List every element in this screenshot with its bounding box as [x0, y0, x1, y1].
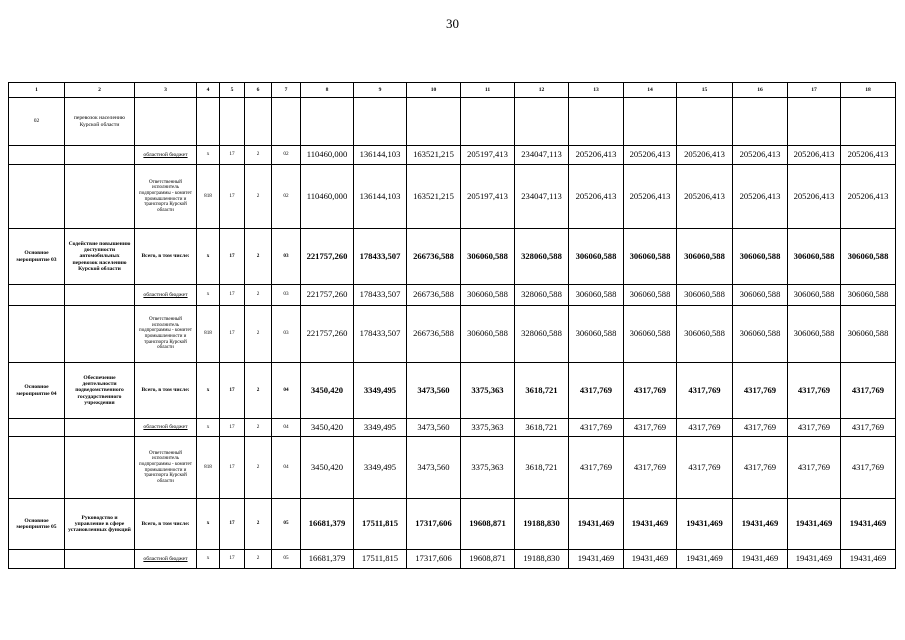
rz-cell — [220, 98, 245, 146]
value-cell: 110460,000 — [301, 146, 354, 165]
pr-cell: 2 — [245, 437, 272, 499]
table-header-row — [9, 83, 896, 98]
table-row — [9, 363, 896, 419]
rz-cell: 17 — [220, 437, 245, 499]
table-row — [9, 285, 896, 306]
pr-cell — [245, 98, 272, 146]
value-cell: 3375,363 — [461, 363, 515, 419]
description-cell — [65, 165, 135, 229]
table-row — [9, 98, 896, 146]
value-cell: 306060,588 — [733, 285, 788, 306]
status-cell: 02 — [9, 98, 65, 146]
grbs-cell: х — [197, 285, 220, 306]
value-cell: 4317,769 — [788, 419, 841, 437]
value-cell — [301, 98, 354, 146]
column-header: 10 — [407, 83, 461, 98]
status-cell — [9, 306, 65, 363]
value-cell — [407, 98, 461, 146]
table-row — [9, 229, 896, 285]
pr-cell: 2 — [245, 550, 272, 569]
source-cell — [135, 98, 197, 146]
value-cell: 4317,769 — [624, 437, 677, 499]
rz-cell: 17 — [220, 229, 245, 285]
column-header: 8 — [301, 83, 354, 98]
value-cell: 163521,215 — [407, 165, 461, 229]
pr-cell: 2 — [245, 285, 272, 306]
value-cell: 205206,413 — [788, 146, 841, 165]
value-cell: 306060,588 — [677, 306, 733, 363]
value-cell: 3349,495 — [354, 437, 407, 499]
value-cell: 4317,769 — [624, 363, 677, 419]
description-cell: Руководство и управление в сфере установленных функций — [65, 499, 135, 550]
value-cell: 306060,588 — [788, 306, 841, 363]
status-cell: Основное мероприятие 05 — [9, 499, 65, 550]
value-cell: 4317,769 — [788, 437, 841, 499]
status-cell: Основное мероприятие 04 — [9, 363, 65, 419]
value-cell: 4317,769 — [733, 363, 788, 419]
value-cell: 3349,495 — [354, 363, 407, 419]
description-cell — [65, 306, 135, 363]
value-cell: 266736,588 — [407, 285, 461, 306]
value-cell: 19608,871 — [461, 499, 515, 550]
column-header: 9 — [354, 83, 407, 98]
value-cell: 205206,413 — [677, 146, 733, 165]
description-cell: перевозок населению Курской области — [65, 98, 135, 146]
status-cell — [9, 165, 65, 229]
value-cell — [569, 98, 624, 146]
value-cell: 19431,469 — [677, 550, 733, 569]
value-cell: 306060,588 — [624, 229, 677, 285]
value-cell: 306060,588 — [461, 285, 515, 306]
status-cell: Основное мероприятие 03 — [9, 229, 65, 285]
value-cell: 19431,469 — [841, 550, 896, 569]
value-cell: 205206,413 — [624, 165, 677, 229]
value-cell: 234047,113 — [515, 165, 569, 229]
column-header: 15 — [677, 83, 733, 98]
column-header: 18 — [841, 83, 896, 98]
source-cell: областной бюджет — [135, 419, 197, 437]
source-cell: Всего, в том числе: — [135, 229, 197, 285]
value-cell: 306060,588 — [841, 306, 896, 363]
value-cell: 266736,588 — [407, 306, 461, 363]
value-cell: 3450,420 — [301, 419, 354, 437]
value-cell — [515, 98, 569, 146]
value-cell — [354, 98, 407, 146]
value-cell: 19431,469 — [569, 550, 624, 569]
value-cell: 3375,363 — [461, 437, 515, 499]
source-cell: областной бюджет — [135, 146, 197, 165]
value-cell: 3618,721 — [515, 437, 569, 499]
page-number: 30 — [446, 16, 459, 31]
value-cell: 19431,469 — [788, 499, 841, 550]
value-cell: 205197,413 — [461, 165, 515, 229]
source-cell: Всего, в том числе: — [135, 499, 197, 550]
column-header: 4 — [197, 83, 220, 98]
csr-cell: 04 — [272, 437, 301, 499]
value-cell: 19431,469 — [624, 499, 677, 550]
value-cell: 136144,103 — [354, 146, 407, 165]
value-cell: 205206,413 — [733, 165, 788, 229]
value-cell: 163521,215 — [407, 146, 461, 165]
description-cell — [65, 550, 135, 569]
rz-cell: 17 — [220, 306, 245, 363]
grbs-cell: х — [197, 499, 220, 550]
value-cell: 306060,588 — [624, 285, 677, 306]
value-cell: 17511,815 — [354, 499, 407, 550]
value-cell: 4317,769 — [677, 419, 733, 437]
value-cell: 4317,769 — [569, 437, 624, 499]
column-header: 6 — [245, 83, 272, 98]
value-cell — [677, 98, 733, 146]
grbs-cell: х — [197, 419, 220, 437]
csr-cell: 04 — [272, 363, 301, 419]
description-cell: Обеспечение деятельности подведомственного государственного учреждения — [65, 363, 135, 419]
value-cell: 306060,588 — [461, 229, 515, 285]
csr-cell — [272, 98, 301, 146]
rz-cell: 17 — [220, 146, 245, 165]
status-cell — [9, 146, 65, 165]
value-cell: 328060,588 — [515, 306, 569, 363]
value-cell: 4317,769 — [841, 363, 896, 419]
table-row — [9, 499, 896, 550]
value-cell: 17511,815 — [354, 550, 407, 569]
csr-cell: 03 — [272, 306, 301, 363]
value-cell: 4317,769 — [841, 437, 896, 499]
csr-cell: 02 — [272, 165, 301, 229]
value-cell: 178433,507 — [354, 306, 407, 363]
value-cell: 178433,507 — [354, 285, 407, 306]
column-header: 11 — [461, 83, 515, 98]
pr-cell: 2 — [245, 419, 272, 437]
value-cell: 221757,260 — [301, 306, 354, 363]
rz-cell: 17 — [220, 419, 245, 437]
column-header: 2 — [65, 83, 135, 98]
table-row — [9, 306, 896, 363]
value-cell: 205206,413 — [677, 165, 733, 229]
value-cell: 16681,379 — [301, 550, 354, 569]
pr-cell: 2 — [245, 306, 272, 363]
value-cell: 19608,871 — [461, 550, 515, 569]
value-cell: 306060,588 — [677, 285, 733, 306]
value-cell: 3473,560 — [407, 437, 461, 499]
csr-cell: 03 — [272, 285, 301, 306]
value-cell: 306060,588 — [841, 285, 896, 306]
value-cell: 306060,588 — [624, 306, 677, 363]
value-cell: 4317,769 — [677, 363, 733, 419]
value-cell: 328060,588 — [515, 285, 569, 306]
value-cell: 205206,413 — [569, 146, 624, 165]
table-row — [9, 165, 896, 229]
value-cell: 136144,103 — [354, 165, 407, 229]
grbs-cell: 818 — [197, 306, 220, 363]
pr-cell: 2 — [245, 499, 272, 550]
csr-cell: 03 — [272, 229, 301, 285]
value-cell: 306060,588 — [569, 306, 624, 363]
description-cell — [65, 437, 135, 499]
column-header: 12 — [515, 83, 569, 98]
value-cell: 19431,469 — [733, 499, 788, 550]
csr-cell: 02 — [272, 146, 301, 165]
value-cell: 4317,769 — [841, 419, 896, 437]
column-header: 13 — [569, 83, 624, 98]
grbs-cell — [197, 98, 220, 146]
value-cell: 4317,769 — [733, 437, 788, 499]
value-cell: 3375,363 — [461, 419, 515, 437]
value-cell: 205206,413 — [788, 165, 841, 229]
value-cell: 110460,000 — [301, 165, 354, 229]
value-cell: 306060,588 — [733, 306, 788, 363]
value-cell: 4317,769 — [624, 419, 677, 437]
budget-table — [8, 82, 896, 569]
rz-cell: 17 — [220, 165, 245, 229]
value-cell: 306060,588 — [569, 285, 624, 306]
source-cell: Ответственный исполнитель подпрограммы - комитет промышленности и транспорта Курской области — [135, 306, 197, 363]
value-cell: 205197,413 — [461, 146, 515, 165]
value-cell — [461, 98, 515, 146]
status-cell — [9, 285, 65, 306]
value-cell — [788, 98, 841, 146]
value-cell: 4317,769 — [569, 363, 624, 419]
value-cell: 17317,606 — [407, 499, 461, 550]
value-cell: 4317,769 — [788, 363, 841, 419]
value-cell — [841, 98, 896, 146]
grbs-cell: х — [197, 363, 220, 419]
value-cell: 3450,420 — [301, 363, 354, 419]
status-cell — [9, 419, 65, 437]
value-cell: 19431,469 — [624, 550, 677, 569]
value-cell: 19431,469 — [569, 499, 624, 550]
value-cell: 306060,588 — [461, 306, 515, 363]
value-cell: 328060,588 — [515, 229, 569, 285]
column-header: 3 — [135, 83, 197, 98]
grbs-cell: х — [197, 550, 220, 569]
rz-cell: 17 — [220, 550, 245, 569]
value-cell: 306060,588 — [677, 229, 733, 285]
status-cell — [9, 437, 65, 499]
value-cell: 4317,769 — [733, 419, 788, 437]
value-cell: 19431,469 — [733, 550, 788, 569]
table-row — [9, 550, 896, 569]
value-cell: 17317,606 — [407, 550, 461, 569]
grbs-cell: х — [197, 229, 220, 285]
value-cell: 306060,588 — [788, 229, 841, 285]
value-cell: 221757,260 — [301, 285, 354, 306]
value-cell: 3450,420 — [301, 437, 354, 499]
rz-cell: 17 — [220, 363, 245, 419]
value-cell: 3473,560 — [407, 363, 461, 419]
source-cell: Ответственный исполнитель подпрограммы - комитет промышленности и транспорта Курской области — [135, 165, 197, 229]
pr-cell: 2 — [245, 363, 272, 419]
source-cell: Всего, в том числе: — [135, 363, 197, 419]
table-row — [9, 437, 896, 499]
value-cell: 19188,830 — [515, 550, 569, 569]
value-cell: 266736,588 — [407, 229, 461, 285]
rz-cell: 17 — [220, 285, 245, 306]
value-cell: 4317,769 — [569, 419, 624, 437]
description-cell — [65, 146, 135, 165]
value-cell: 3618,721 — [515, 419, 569, 437]
value-cell: 3349,495 — [354, 419, 407, 437]
value-cell: 19188,830 — [515, 499, 569, 550]
value-cell: 19431,469 — [677, 499, 733, 550]
table-row — [9, 419, 896, 437]
csr-cell: 05 — [272, 499, 301, 550]
description-cell — [65, 285, 135, 306]
value-cell: 205206,413 — [841, 165, 896, 229]
value-cell: 306060,588 — [569, 229, 624, 285]
column-header: 5 — [220, 83, 245, 98]
column-header: 17 — [788, 83, 841, 98]
value-cell: 306060,588 — [788, 285, 841, 306]
value-cell: 306060,588 — [841, 229, 896, 285]
source-cell: Ответственный исполнитель подпрограммы - комитет промышленности и транспорта Курской области — [135, 437, 197, 499]
value-cell: 178433,507 — [354, 229, 407, 285]
value-cell: 205206,413 — [841, 146, 896, 165]
description-cell — [65, 419, 135, 437]
value-cell: 205206,413 — [624, 146, 677, 165]
column-header: 16 — [733, 83, 788, 98]
value-cell: 16681,379 — [301, 499, 354, 550]
column-header: 14 — [624, 83, 677, 98]
value-cell: 3618,721 — [515, 363, 569, 419]
status-cell — [9, 550, 65, 569]
pr-cell: 2 — [245, 146, 272, 165]
source-cell: областной бюджет — [135, 550, 197, 569]
grbs-cell: х — [197, 146, 220, 165]
csr-cell: 04 — [272, 419, 301, 437]
value-cell: 19431,469 — [788, 550, 841, 569]
value-cell: 4317,769 — [677, 437, 733, 499]
csr-cell: 05 — [272, 550, 301, 569]
value-cell: 221757,260 — [301, 229, 354, 285]
column-header: 1 — [9, 83, 65, 98]
grbs-cell: 818 — [197, 437, 220, 499]
value-cell: 234047,113 — [515, 146, 569, 165]
grbs-cell: 818 — [197, 165, 220, 229]
value-cell: 205206,413 — [733, 146, 788, 165]
table-row — [9, 146, 896, 165]
value-cell: 306060,588 — [733, 229, 788, 285]
rz-cell: 17 — [220, 499, 245, 550]
value-cell: 205206,413 — [569, 165, 624, 229]
value-cell: 3473,560 — [407, 419, 461, 437]
column-header: 7 — [272, 83, 301, 98]
pr-cell: 2 — [245, 229, 272, 285]
value-cell — [733, 98, 788, 146]
value-cell: 19431,469 — [841, 499, 896, 550]
source-cell: областной бюджет — [135, 285, 197, 306]
pr-cell: 2 — [245, 165, 272, 229]
description-cell: Содействие повышению доступности автомобильных перевозок населению Курской области — [65, 229, 135, 285]
value-cell — [624, 98, 677, 146]
